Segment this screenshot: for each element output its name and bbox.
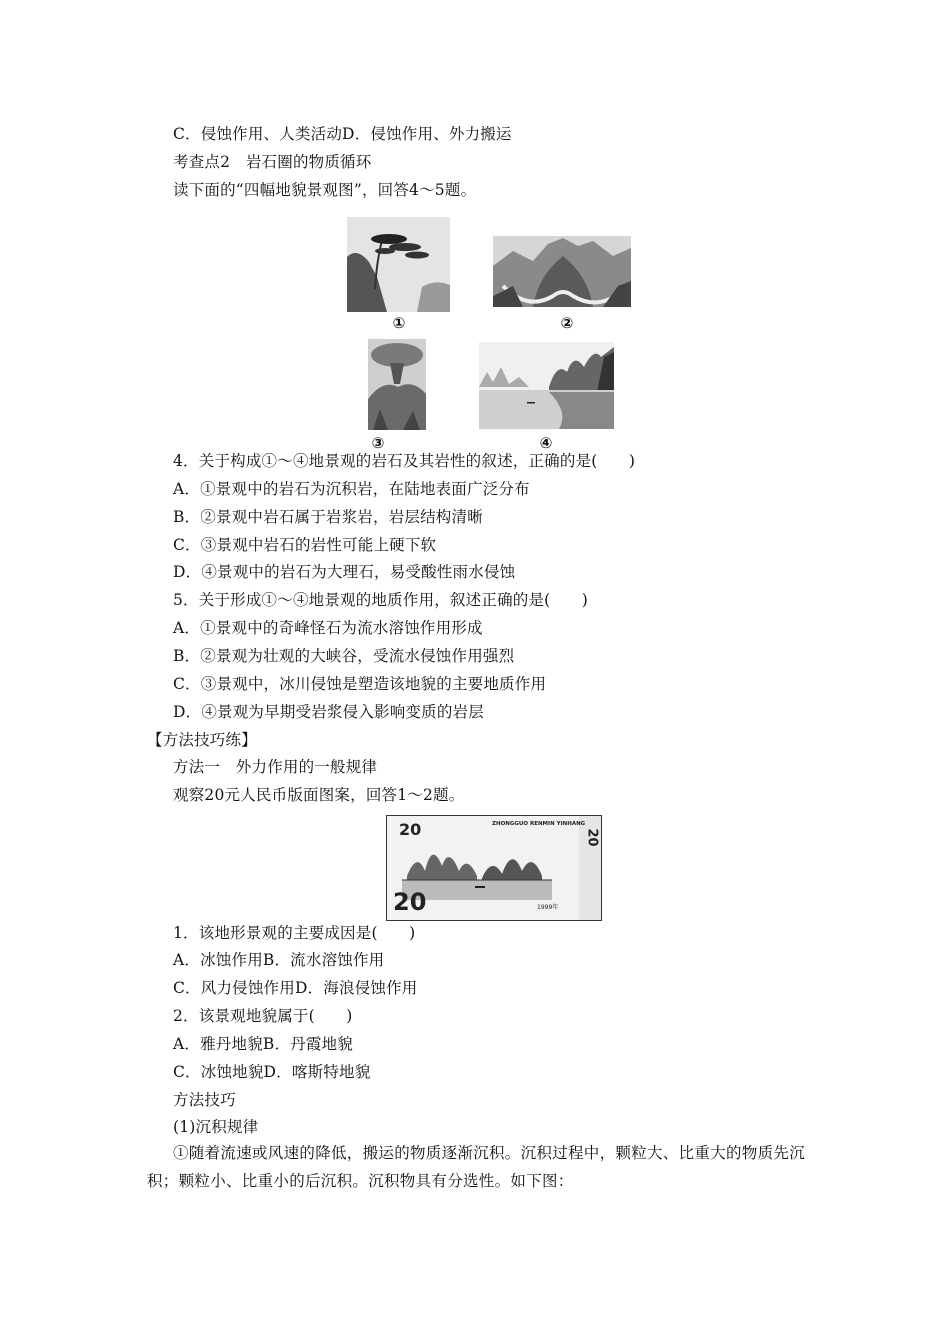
practice-question-2-options-cd: C．冰蚀地貌D．喀斯特地貌 (173, 1063, 371, 1081)
landscape-photo-4 (479, 342, 614, 429)
method-one-heading: 方法一 外力作用的一般规律 (173, 758, 378, 776)
practice-question-2: 2．该景观地貌属于( ) (173, 1007, 353, 1025)
landscape-photo-3 (368, 339, 426, 430)
question-4: 4．关于构成①～④地景观的岩石及其岩性的叙述，正确的是( ) (173, 452, 636, 470)
caption-2: ② (560, 314, 574, 332)
question-5-option-a: A．①景观中的奇峰怪石为流水溶蚀作用形成 (173, 619, 483, 637)
banknote-20-yuan-image (386, 815, 602, 921)
banknote-side-value: 20 (584, 828, 600, 847)
banknote-value-bottom: 20 (393, 888, 427, 916)
line-option-cd: C．侵蚀作用、人类活动D．侵蚀作用、外力搬运 (173, 125, 512, 143)
question-4-option-b: B．②景观中岩石属于岩浆岩，岩层结构清晰 (173, 508, 483, 526)
question-4-option-a: A．①景观中的岩石为沉积岩，在陆地表面广泛分布 (173, 480, 530, 498)
landscape-photo-1 (347, 217, 450, 312)
question-5: 5．关于形成①～④地景观的地质作用，叙述正确的是( ) (173, 591, 589, 609)
banknote-bank-name: ZHONGGUO RENMIN YINHANG (492, 821, 586, 827)
banknote-value-top: 20 (399, 820, 422, 839)
deposition-rule-heading: (1)沉积规律 (173, 1118, 259, 1136)
question-intro-4-5: 读下面的“四幅地貌景观图”，回答4～5题。 (173, 181, 477, 199)
caption-4: ④ (539, 434, 553, 452)
section-heading-rock-cycle: 考查点2 岩石圈的物质循环 (173, 153, 372, 171)
practice-question-2-options-ab: A．雅丹地貌B．丹霞地貌 (173, 1035, 353, 1053)
section-heading-method-practice: 【方法技巧练】 (147, 731, 257, 749)
practice-question-1-options-ab: A．冰蚀作用B．流水溶蚀作用 (173, 951, 385, 969)
question-4-option-d: D．④景观中的岩石为大理石，易受酸性雨水侵蚀 (173, 563, 516, 581)
deposition-rule-paragraph: ①随着流速或风速的降低，搬运的物质逐渐沉积。沉积过程中，颗粒大、比重大的物质先沉积；颗粒小、比重小的后沉积。沉积物具有分选性。如下图： (147, 1144, 806, 1190)
question-5-option-b: B．②景观为壮观的大峡谷，受流水侵蚀作用强烈 (173, 647, 515, 665)
method-tips-heading: 方法技巧 (173, 1091, 236, 1109)
banknote-year: 1999年 (537, 904, 559, 911)
question-5-option-d: D．④景观为早期受岩浆侵入影响变质的岩层 (173, 703, 484, 721)
question-4-option-c: C．③景观中岩石的岩性可能上硬下软 (173, 536, 437, 554)
question-intro-1-2: 观察20元人民币版面图案，回答1～2题。 (173, 786, 465, 804)
practice-question-1: 1．该地形景观的主要成因是( ) (173, 924, 416, 942)
question-5-option-c: C．③景观中，冰川侵蚀是塑造该地貌的主要地质作用 (173, 675, 547, 693)
caption-3: ③ (371, 434, 385, 452)
landscape-photo-2 (493, 236, 631, 307)
caption-1: ① (392, 314, 406, 332)
practice-question-1-options-cd: C．风力侵蚀作用D．海浪侵蚀作用 (173, 979, 418, 997)
